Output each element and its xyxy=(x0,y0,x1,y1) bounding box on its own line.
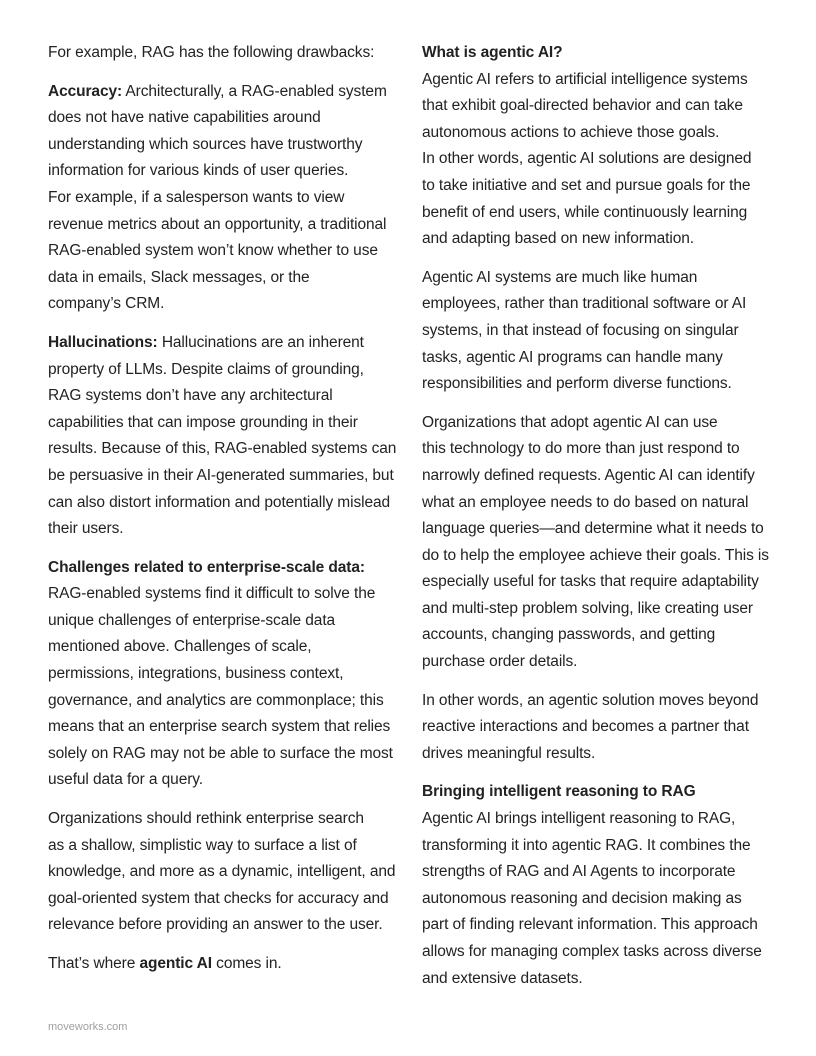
paragraph-line: accounts, changing passwords, and getting xyxy=(422,626,716,644)
paragraph-line: part of finding relevant information. This approach xyxy=(422,916,758,934)
paragraph-line: reactive interactions and becomes a partner that xyxy=(422,718,749,736)
paragraph-line: Organizations should rethink enterprise search xyxy=(48,810,364,828)
reasoning-paragraph xyxy=(422,779,768,992)
paragraph-line: information for various kinds of user queries. xyxy=(48,162,349,180)
closing-suffix: comes in. xyxy=(211,955,282,972)
footer-domain: moveworks.com xyxy=(48,1021,128,1033)
employees-paragraph xyxy=(422,265,768,398)
paragraph-line: revenue metrics about an opportunity, a traditional xyxy=(48,215,387,233)
paragraph-line: data in emails, Slack messages, or the xyxy=(48,268,310,286)
intro-paragraph xyxy=(48,40,396,67)
paragraph-line: capabilities that can impose grounding in their xyxy=(48,413,358,431)
paragraph-line: responsibilities and perform diverse functions. xyxy=(422,375,732,393)
paragraph-line: Agentic AI refers to artificial intelligence systems xyxy=(422,70,748,88)
paragraph-line: Organizations that adopt agentic AI can use xyxy=(422,413,718,431)
paragraph-line: RAG-enabled system won’t know whether to use xyxy=(48,242,378,260)
paragraph-line: transforming it into agentic RAG. It combines the xyxy=(422,836,751,854)
paragraph-line: what an employee needs to do based on natural xyxy=(422,493,749,511)
paragraph-line: useful data for a query. xyxy=(48,771,203,789)
paragraph-line: and extensive datasets. xyxy=(422,969,583,987)
closing-line xyxy=(48,951,396,978)
paragraph-line: allows for managing complex tasks across diverse xyxy=(422,943,762,960)
paragraph-line: understanding which sources have trustworthy xyxy=(48,135,363,153)
closing-bold-term: agentic AI xyxy=(139,955,212,972)
paragraph-line: unique challenges of enterprise-scale data xyxy=(48,611,336,629)
right-column xyxy=(422,40,768,1004)
paragraph-line: to take initiative and set and pursue goals for the xyxy=(422,176,751,194)
paragraph-line: mentioned above. Challenges of scale, xyxy=(48,638,312,656)
beyond-paragraph xyxy=(422,688,768,768)
what-is-paragraph xyxy=(422,40,768,253)
left-column xyxy=(48,40,396,990)
paragraph-line: knowledge, and more as a dynamic, intelligent, and xyxy=(48,863,396,881)
paragraph-line: systems, in that instead of focusing on singular xyxy=(422,321,739,339)
paragraph-line: benefit of end users, while continuously learning xyxy=(422,203,748,221)
paragraph-line: does not have native capabilities around xyxy=(48,109,321,127)
paragraph-line: solely on RAG may not be able to surface the most xyxy=(48,744,393,762)
paragraph-line: permissions, integrations, business context, xyxy=(48,665,344,683)
challenges-heading: Challenges related to enterprise-scale data: xyxy=(48,558,365,576)
paragraph-line: Agentic AI brings intelligent reasoning to RAG, xyxy=(422,810,736,828)
hallucinations-paragraph xyxy=(48,330,396,543)
paragraph-line: especially useful for tasks that require adaptability xyxy=(422,573,759,591)
hallucinations-first-text: Hallucinations are an inherent xyxy=(157,333,364,351)
hallucinations-label: Hallucinations: xyxy=(48,333,158,351)
paragraph-line: language queries—and determine what it needs to xyxy=(422,520,764,538)
paragraph-line: results. Because of this, RAG-enabled systems can xyxy=(48,440,397,458)
paragraph-line: RAG-enabled systems find it difficult to solve the xyxy=(48,585,376,603)
paragraph-line: company’s CRM. xyxy=(48,295,165,313)
accuracy-first-line xyxy=(48,79,396,106)
paragraph-line: goal-oriented system that checks for accuracy and xyxy=(48,889,389,907)
paragraph-line: governance, and analytics are commonplace; this xyxy=(48,691,384,709)
accuracy-paragraph xyxy=(48,79,396,318)
paragraph-line: means that an enterprise search system that relies xyxy=(48,718,391,736)
paragraph-line: and adapting based on new information. xyxy=(422,230,694,248)
accuracy-first-text: Architecturally, a RAG-enabled system xyxy=(122,82,387,100)
closing-paragraph xyxy=(48,951,396,978)
paragraph-line: property of LLMs. Despite claims of grounding, xyxy=(48,360,364,378)
paragraph-line: drives meaningful results. xyxy=(422,744,596,762)
paragraph-line: employees, rather than traditional software or AI xyxy=(422,295,747,313)
paragraph-line: narrowly defined requests. Agentic AI can identify xyxy=(422,466,755,484)
paragraph-line: tasks, agentic AI programs can handle many xyxy=(422,348,723,366)
intro-line: For example, RAG has the following drawbacks: xyxy=(48,44,375,61)
paragraph-line: be persuasive in their AI-generated summaries, but xyxy=(48,466,394,484)
challenges-paragraph xyxy=(48,555,396,794)
paragraph-line: that exhibit goal-directed behavior and can take xyxy=(422,97,743,115)
paragraph-line: can also distort information and potentially mislead xyxy=(48,493,391,511)
paragraph-line: do to help the employee achieve their goals. This is xyxy=(422,546,769,564)
what-is-heading: What is agentic AI? xyxy=(422,44,563,61)
paragraph-line: as a shallow, simplistic way to surface a list of xyxy=(48,836,357,854)
accuracy-label: Accuracy: xyxy=(48,82,123,100)
paragraph-line: relevance before providing an answer to the user. xyxy=(48,916,383,934)
paragraph-line: In other words, agentic AI solutions are designed xyxy=(422,150,752,168)
paragraph-line: and multi-step problem solving, like creating user xyxy=(422,599,753,617)
reasoning-heading: Bringing intelligent reasoning to RAG xyxy=(422,783,696,801)
organizations-paragraph xyxy=(422,410,768,676)
paragraph-line: their users. xyxy=(48,520,124,538)
rethink-paragraph xyxy=(48,806,396,939)
hallucinations-first-line xyxy=(48,330,396,357)
paragraph-line: RAG systems don’t have any architectural xyxy=(48,387,333,405)
closing-prefix: That’s where xyxy=(48,955,140,972)
paragraph-line: In other words, an agentic solution moves beyond xyxy=(422,691,759,709)
paragraph-line: purchase order details. xyxy=(422,653,578,671)
paragraph-line: strengths of RAG and AI Agents to incorporate xyxy=(422,863,736,881)
paragraph-line: autonomous actions to achieve those goals. xyxy=(422,123,720,141)
paragraph-line: Agentic AI systems are much like human xyxy=(422,268,698,286)
paragraph-line: this technology to do more than just respond to xyxy=(422,440,740,458)
paragraph-line: For example, if a salesperson wants to view xyxy=(48,188,345,206)
paragraph-line: autonomous reasoning and decision making as xyxy=(422,889,742,907)
